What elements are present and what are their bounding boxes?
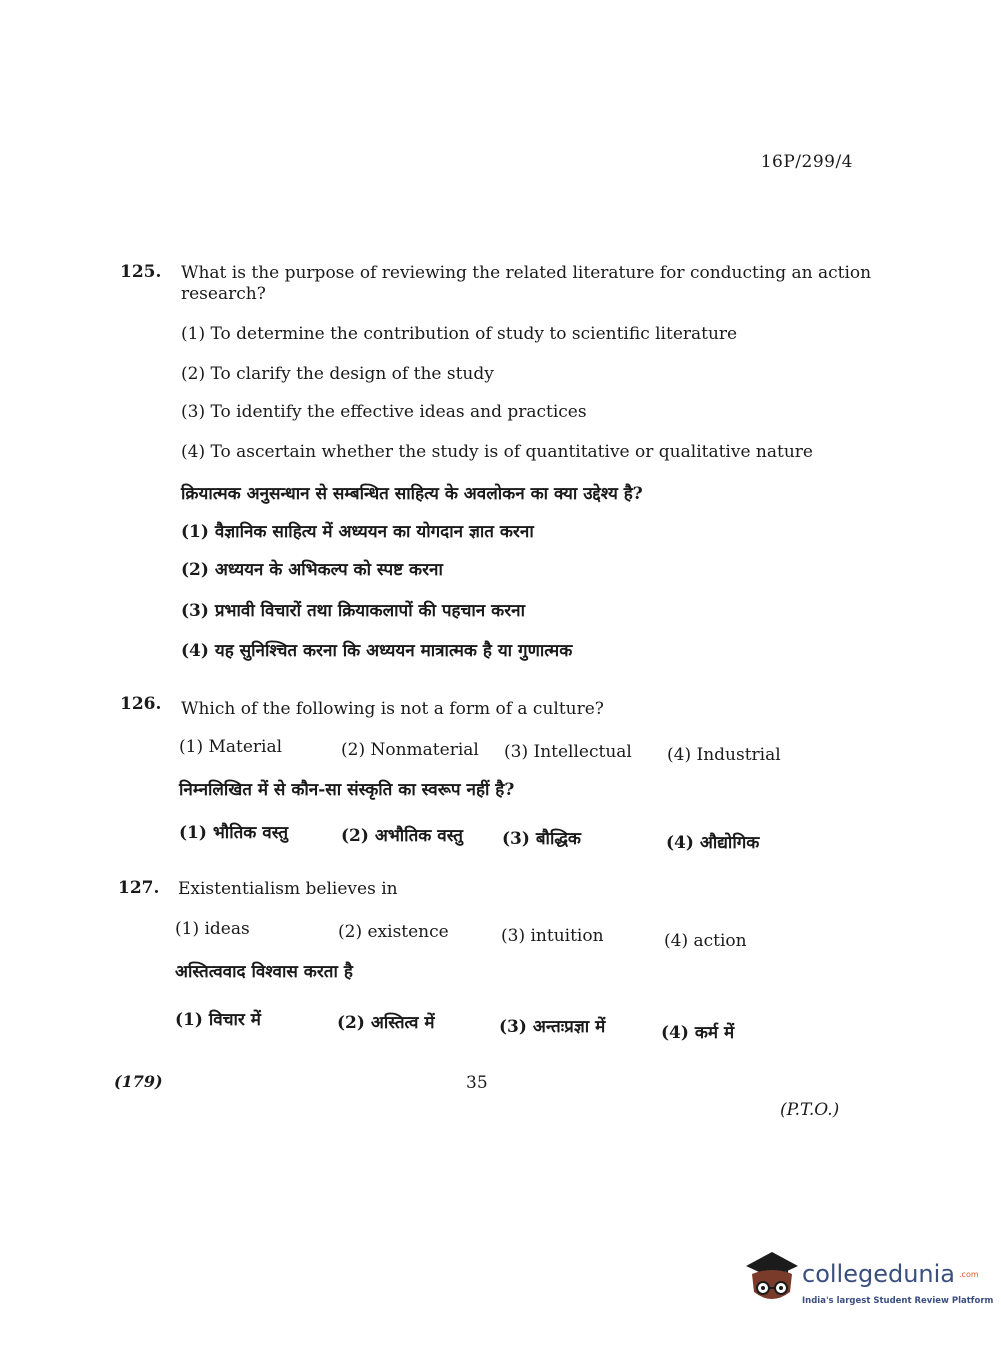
brand-domain: .com	[959, 1270, 979, 1279]
question-number: 127.	[118, 878, 160, 898]
option-hi-4: (4) औद्योगिक	[666, 833, 760, 853]
option-en-1: (1) Material	[179, 737, 283, 757]
question-text-hindi: अस्तित्ववाद विश्वास करता है	[175, 962, 353, 982]
option-en-4: (4) To ascertain whether the study is of quantitative or qualitative nature	[181, 442, 813, 462]
question-text-hindi: निम्नलिखित में से कौन-सा संस्कृति का स्वरूप नहीं है?	[179, 780, 515, 800]
page-number: 35	[466, 1073, 488, 1093]
brand-tagline: India's largest Student Review Platform	[802, 1296, 994, 1306]
please-turn-over: (P.T.O.)	[780, 1100, 840, 1120]
option-hi-2: (2) अभौतिक वस्तु	[341, 826, 463, 846]
option-en-2: (2) existence	[338, 922, 449, 942]
option-en-3: (3) Intellectual	[504, 742, 632, 762]
booklet-code: (179)	[114, 1072, 163, 1091]
paper-code: 16P/299/4	[760, 152, 853, 172]
option-hi-3: (3) प्रभावी विचारों तथा क्रियाकलापों की पहचान करना	[181, 601, 525, 621]
option-hi-1: (1) भौतिक वस्तु	[179, 823, 289, 843]
mascot-icon	[742, 1248, 802, 1312]
option-hi-2: (2) अध्ययन के अभिकल्प को स्पष्ट करना	[181, 560, 443, 580]
option-en-4: (4) action	[664, 931, 747, 951]
option-hi-4: (4) यह सुनिश्चित करना कि अध्ययन मात्रात्मक है या गुणात्मक	[181, 641, 573, 661]
option-en-1: (1) ideas	[175, 919, 250, 939]
option-en-2: (2) To clarify the design of the study	[181, 364, 494, 384]
question-text: Existentialism believes in	[178, 879, 398, 899]
option-hi-3: (3) अन्तःप्रज्ञा में	[499, 1017, 606, 1037]
question-number: 126.	[120, 694, 162, 714]
option-en-3: (3) To identify the effective ideas and practices	[181, 402, 587, 422]
option-hi-1: (1) वैज्ञानिक साहित्य में अध्ययन का योगदान ज्ञात करना	[181, 522, 534, 542]
option-en-1: (1) To determine the contribution of study to scientific literature	[181, 324, 738, 344]
option-hi-3: (3) बौद्धिक	[502, 829, 581, 849]
option-en-2: (2) Nonmaterial	[341, 740, 479, 760]
option-en-4: (4) Industrial	[667, 745, 781, 765]
question-text: What is the purpose of reviewing the related literature for conducting an action	[181, 263, 872, 283]
question-text: Which of the following is not a form of a culture?	[181, 699, 604, 719]
brand-name: collegedunia	[802, 1260, 956, 1288]
option-en-3: (3) intuition	[501, 926, 604, 946]
option-hi-2: (2) अस्तित्व में	[337, 1013, 435, 1033]
option-hi-1: (1) विचार में	[175, 1010, 261, 1030]
option-hi-4: (4) कर्म में	[661, 1023, 735, 1043]
question-number: 125.	[120, 262, 162, 282]
question-text-hindi: क्रियात्मक अनुसन्धान से सम्बन्धित साहित्य के अवलोकन का क्या उद्देश्य है?	[181, 484, 643, 504]
question-text-cont: research?	[181, 284, 266, 304]
